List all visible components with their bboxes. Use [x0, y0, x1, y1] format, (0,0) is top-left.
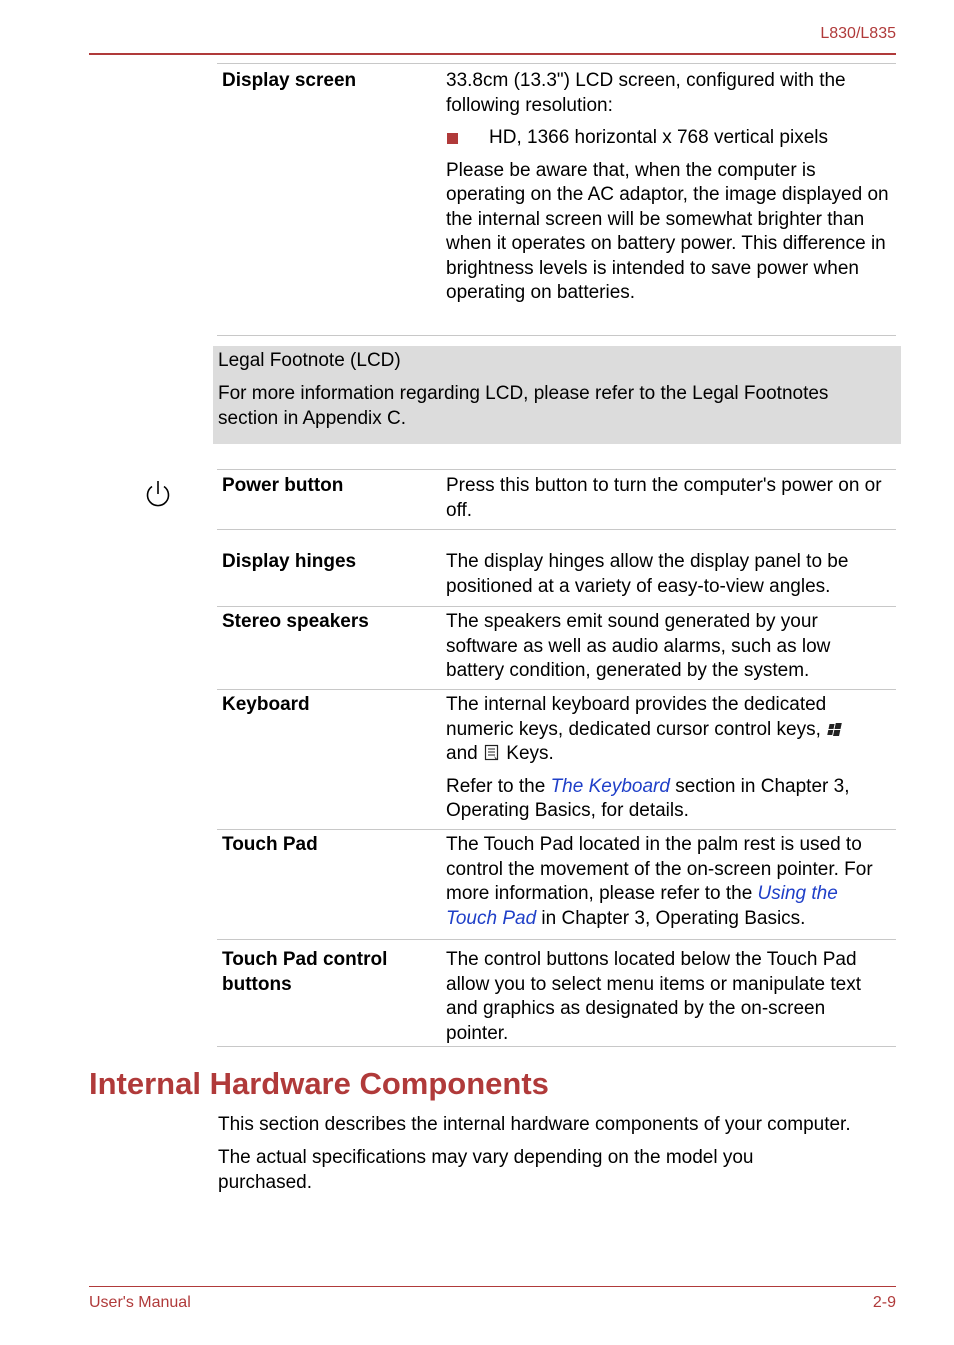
table-row	[217, 63, 896, 336]
table-row	[217, 606, 896, 689]
section-heading: Internal Hardware Components	[89, 1066, 549, 1101]
list-item	[446, 126, 892, 151]
table-row	[217, 829, 896, 939]
row-description: The display hinges allow the display panel to be positioned at a variety of easy-to-view angles.	[446, 551, 849, 597]
windows-key-icon	[826, 722, 844, 738]
term-line-2: buttons	[222, 973, 292, 995]
table-row	[217, 469, 896, 529]
row-term: Touch Pad	[222, 834, 318, 855]
keyboard-desc	[446, 693, 892, 767]
keyboard-refer	[446, 775, 892, 824]
section-paragraph-1: This section describes the internal hardware components of your computer.	[218, 1114, 851, 1135]
table-row	[217, 689, 896, 829]
note-title: Legal Footnote (LCD)	[218, 350, 401, 371]
table-row	[217, 939, 896, 1047]
row-term	[222, 948, 387, 997]
term-line-1: Touch Pad control	[222, 949, 388, 970]
spec-table-main	[217, 469, 896, 1047]
page-number: 2-9	[872, 1294, 896, 1311]
bullet-square-icon	[447, 133, 458, 144]
keyboard-and-text: and	[446, 743, 478, 764]
row-term: Power button	[222, 475, 344, 496]
touchpad-post-text: in Chapter 3, Operating Basics.	[536, 907, 806, 929]
row-term: Display hinges	[222, 551, 357, 572]
table-row	[217, 529, 896, 606]
keyboard-keys-text: Keys.	[506, 743, 554, 764]
section-paragraph-2: The actual specifications may vary depending on the model you purchased.	[218, 1147, 754, 1193]
the-keyboard-link[interactable]: The Keyboard	[550, 775, 670, 797]
resolution-text: HD, 1366 horizontal x 768 vertical pixels	[489, 127, 829, 148]
row-term: Stereo speakers	[222, 611, 369, 632]
display-desc-2: Please be aware that, when the computer is operating on the AC adaptor, the image displayed on the internal screen will be somewhat brighter than when it operates on battery power. This difference in brightness levels is intended to save power when operating on batteries.	[446, 159, 889, 303]
refer-post-text: section in Chapter 3, Operating Basics, for details.	[446, 775, 850, 821]
using-touch-pad-link[interactable]: Using the Touch Pad	[446, 883, 838, 929]
row-description: The speakers emit sound generated by your software as well as audio alarms, such as low battery condition, generated by the system.	[446, 611, 831, 681]
power-icon	[143, 479, 173, 509]
row-term: Display screen	[222, 70, 357, 91]
note-text: For more information regarding LCD, please refer to the Legal Footnotes section in Appendix C.	[218, 383, 829, 429]
footer-manual-title: User's Manual	[89, 1294, 191, 1311]
row-description	[446, 693, 892, 824]
row-description	[446, 69, 892, 306]
refer-pre-text: Refer to the	[446, 775, 551, 797]
row-description: The control buttons located below the Touch Pad allow you to select menu items or manipulate text and graphics as designated by the on-screen pointer.	[446, 949, 862, 1044]
touchpad-desc-text: The Touch Pad located in the palm rest is used to control the movement of the on-screen pointer. For more information, please refer to the	[446, 834, 873, 904]
display-desc-1: 33.8cm (13.3") LCD screen, configured with the following resolution:	[446, 70, 846, 116]
spec-table-display	[217, 63, 896, 336]
keyboard-desc-text: The internal keyboard provides the dedicated numeric keys, dedicated cursor control keys,	[446, 694, 827, 740]
row-description	[446, 833, 892, 931]
model-number: L830/L835	[820, 25, 896, 42]
legal-footnote-box	[213, 346, 901, 444]
row-term: Keyboard	[222, 694, 310, 715]
application-key-icon	[483, 744, 501, 762]
row-description: Press this button to turn the computer's power on or off.	[446, 475, 882, 521]
header-rule	[89, 53, 896, 55]
footer-rule	[89, 1286, 896, 1287]
